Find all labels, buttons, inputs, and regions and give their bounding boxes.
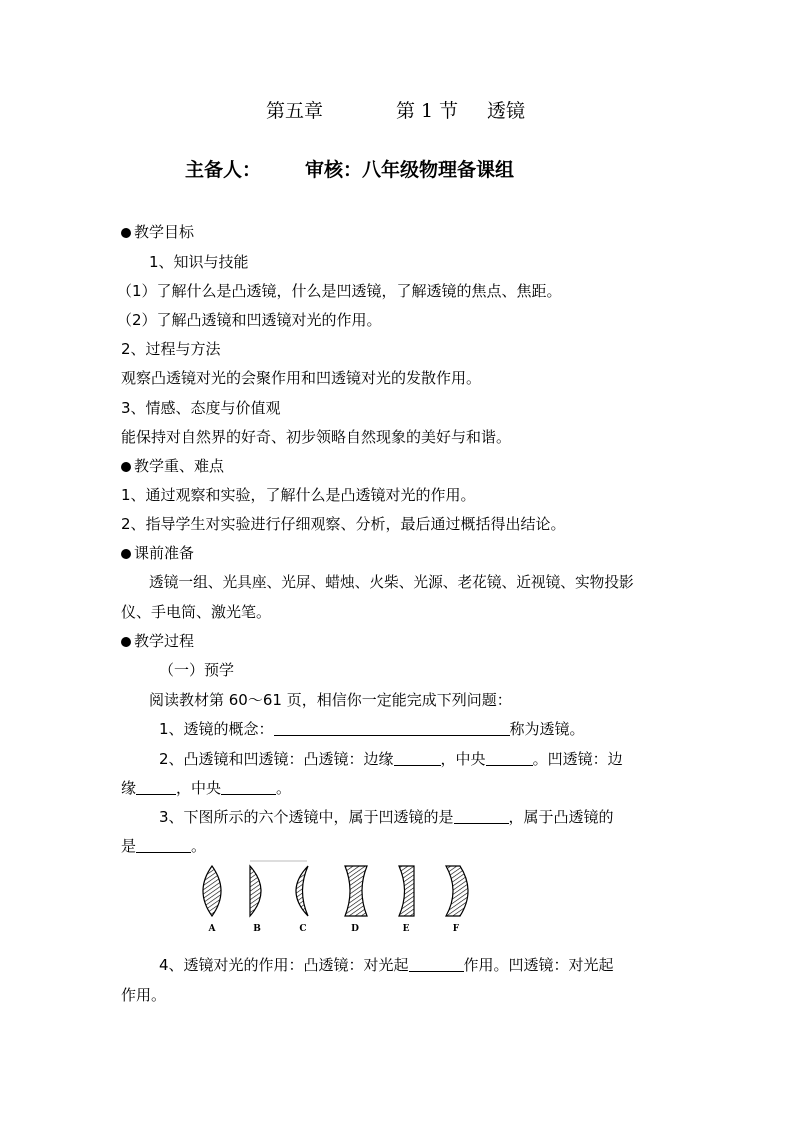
lens-f-concave-meniscus-icon [446, 866, 468, 916]
question-3 [159, 807, 614, 827]
q4-blank-convex[interactable] [409, 957, 464, 972]
objectives-heading [121, 222, 194, 242]
reviewer-label: 审核：八年级物理备课组 [305, 159, 515, 181]
question-2-cont [121, 778, 291, 798]
lens-label: C [299, 924, 307, 934]
question-4-cont: 作用。 [121, 986, 167, 1004]
question-3-cont [121, 836, 206, 856]
lens-label: D [351, 924, 359, 934]
objective-2: 2、过程与方法 [121, 340, 221, 358]
q2-blank-concave-center[interactable] [221, 780, 276, 795]
key-points-heading [121, 456, 224, 476]
q2-part-c: 。凹透镜：边 [532, 750, 623, 768]
preparation-heading [121, 543, 194, 563]
objective-3: 3、情感、态度与价值观 [121, 399, 281, 417]
lens-e-plano-concave-icon [399, 866, 414, 916]
section-topic: 透镜 [487, 100, 526, 122]
question-1 [159, 719, 585, 739]
question-2 [159, 749, 623, 769]
bullet-icon [121, 462, 131, 472]
key-point-1: 1、通过观察和实验，了解什么是凸透镜对光的作用。 [121, 486, 476, 504]
bullet-icon [121, 228, 131, 238]
q2-part-f: 。 [276, 779, 292, 797]
preparation-line-2: 仪、手电筒、激光笔。 [121, 603, 272, 621]
lens-label: F [452, 924, 460, 934]
objective-3-text: 能保持对自然界的好奇、初步领略自然现象的美好与和谐。 [121, 428, 512, 446]
q2-blank-convex-edge[interactable] [394, 751, 441, 766]
q2-part-d: 缘 [121, 779, 137, 797]
q1-suffix: 称为透镜。 [509, 720, 585, 738]
q2-blank-convex-center[interactable] [486, 751, 533, 766]
lens-label: A [208, 924, 216, 934]
q4-part-a: 4、透镜对光的作用：凸透镜：对光起 [159, 956, 409, 974]
q2-part-e: ，中央 [176, 779, 222, 797]
q3-blank-concave[interactable] [454, 809, 509, 824]
q3-part-d: 。 [191, 837, 207, 855]
lens-c-meniscus-icon [296, 866, 308, 916]
key-point-2: 2、指导学生对实验进行仔细观察、分析，最后通过概括得出结论。 [121, 515, 566, 533]
q3-blank-convex[interactable] [136, 838, 191, 853]
q3-part-a: 3、下图所示的六个透镜中，属于凹透镜的是 [159, 808, 454, 826]
preparer-label: 主备人： [185, 159, 262, 181]
q1-blank[interactable] [274, 721, 510, 736]
q4-part-b: 作用。凹透镜：对光起 [463, 956, 614, 974]
bullet-icon [121, 549, 131, 559]
lens-b-plano-convex-icon [250, 866, 261, 916]
heading-text: 教学重、难点 [134, 457, 225, 475]
question-4 [159, 955, 614, 975]
heading-text: 课前准备 [134, 544, 195, 562]
q1-prefix: 1、透镜的概念： [159, 720, 274, 738]
objective-1a: （1）了解什么是凸透镜，什么是凹透镜，了解透镜的焦点、焦距。 [117, 282, 562, 300]
objective-2-text: 观察凸透镜对光的会聚作用和凹透镜对光的发散作用。 [121, 369, 482, 387]
preparation-line-1: 透镜一组、光具座、光屏、蜡烛、火柴、光源、老花镜、近视镜、实物投影 [149, 574, 634, 591]
section-number: 第 1 节 [396, 100, 459, 122]
lens-label: B [253, 924, 261, 934]
lens-d-biconcave-icon [345, 866, 367, 916]
lens-figure [190, 856, 480, 936]
objective-1: 1、知识与技能 [149, 253, 249, 271]
chapter-title: 第五章 [266, 100, 324, 122]
q3-part-c: 是 [121, 837, 137, 855]
q2-part-a: 2、凸透镜和凹透镜：凸透镜：边缘 [159, 750, 394, 768]
q2-blank-concave-edge[interactable] [136, 780, 176, 795]
lens-a-biconvex-icon [203, 866, 221, 916]
process-intro: 阅读教材第 60～61 页，相信你一定能完成下列问题： [149, 691, 512, 709]
lens-label: E [402, 924, 410, 934]
heading-text: 教学过程 [134, 632, 195, 650]
heading-text: 教学目标 [134, 223, 195, 241]
q2-part-b: ，中央 [440, 750, 486, 768]
bullet-icon [121, 637, 131, 647]
process-sub-heading: （一）预学 [159, 661, 235, 679]
q3-part-b: ，属于凸透镜的 [508, 808, 614, 826]
objective-1b: （2）了解凸透镜和凹透镜对光的作用。 [117, 311, 382, 329]
process-heading [121, 631, 194, 651]
